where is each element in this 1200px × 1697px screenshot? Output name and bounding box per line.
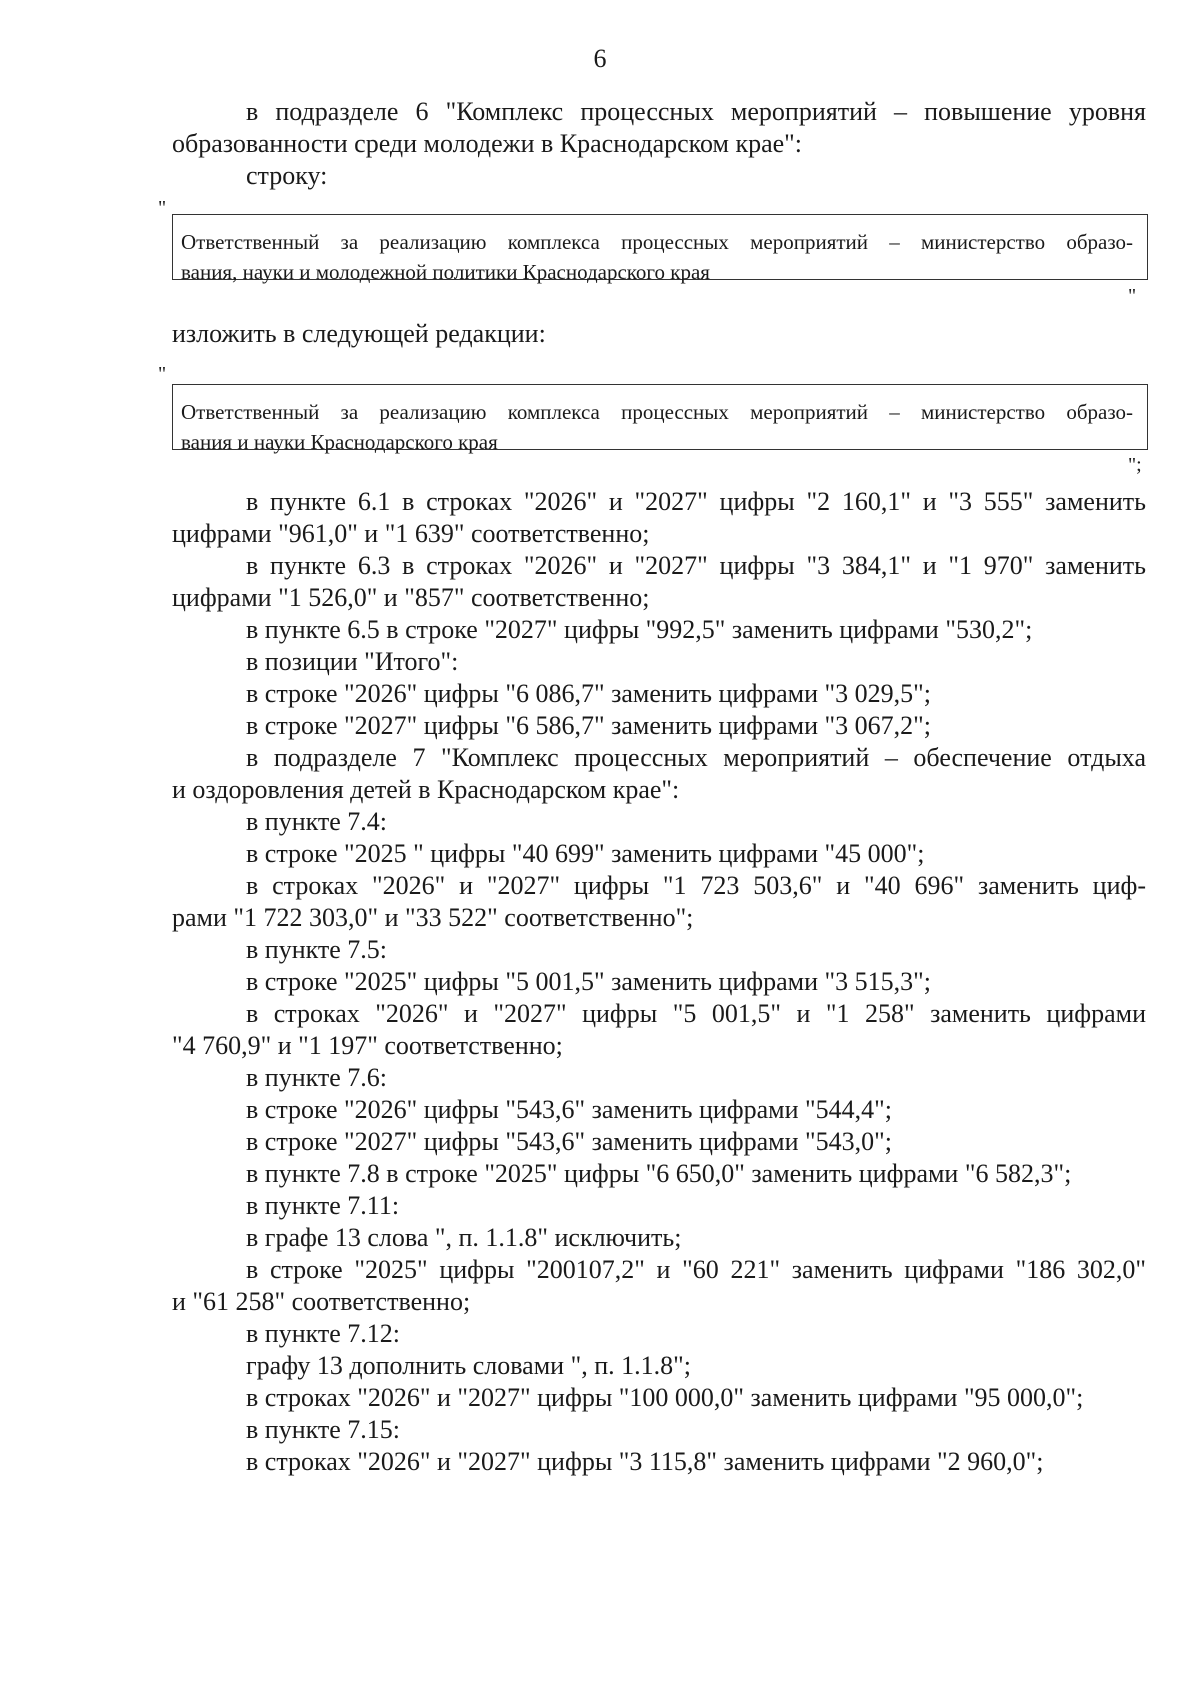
opening-quote: " [158, 363, 167, 385]
paragraph-line: в пункте 7.4: [246, 807, 388, 836]
paragraph-line: в строках "2026" и "2027" цифры "1 723 503,6" и "40 696" заменить циф- [246, 871, 1146, 900]
paragraph-line: в подразделе 7 "Комплекс процессных мероприятий – обеспечение отдыха [246, 743, 1146, 772]
box-text-line: вания, науки и молодежной политики Краснодарского края [181, 260, 710, 284]
paragraph-line: "4 760,9" и "1 197" соответственно; [172, 1031, 563, 1060]
paragraph-line: в строках "2026" и "2027" цифры "5 001,5" и "1 258" заменить цифрами [246, 999, 1146, 1028]
opening-quote: " [158, 197, 167, 219]
paragraph-line: изложить в следующей редакции: [172, 319, 546, 348]
paragraph-line: цифрами "961,0" и "1 639" соответственно; [172, 519, 650, 548]
box-text-line: вания и науки Краснодарского края [181, 430, 498, 454]
paragraph-line: рами "1 722 303,0" и "33 522" соответственно"; [172, 903, 694, 932]
paragraph-line: в строках "2026" и "2027" цифры "3 115,8" заменить цифрами "2 960,0"; [246, 1447, 1044, 1476]
paragraph-line: в позиции "Итого": [246, 647, 459, 676]
paragraph-line: и "61 258" соответственно; [172, 1287, 471, 1316]
paragraph-line: в строке "2025 " цифры "40 699" заменить цифрами "45 000"; [246, 839, 925, 868]
paragraph-line: в строке "2026" цифры "543,6" заменить цифрами "544,4"; [246, 1095, 893, 1124]
paragraph-line: строку: [246, 161, 328, 190]
paragraph-line: в пункте 7.11: [246, 1191, 400, 1220]
paragraph-line: графу 13 дополнить словами ", п. 1.1.8"; [246, 1351, 691, 1380]
paragraph-line: в графе 13 слова ", п. 1.1.8" исключить; [246, 1223, 682, 1252]
paragraph-line: цифрами "1 526,0" и "857" соответственно; [172, 583, 650, 612]
paragraph-line: в строке "2027" цифры "6 586,7" заменить цифрами "3 067,2"; [246, 711, 932, 740]
paragraph-line: и оздоровления детей в Краснодарском крае": [172, 775, 680, 804]
paragraph-line: в пункте 6.5 в строке "2027" цифры "992,5" заменить цифрами "530,2"; [246, 615, 1033, 644]
paragraph-line: в строке "2026" цифры "6 086,7" заменить цифрами "3 029,5"; [246, 679, 932, 708]
box-text-line: Ответственный за реализацию комплекса процессных мероприятий – министерство образо- [181, 230, 1133, 254]
closing-quote: "; [1128, 454, 1142, 476]
page-number: 6 [593, 44, 607, 73]
paragraph-line: в пункте 6.3 в строках "2026" и "2027" цифры "3 384,1" и "1 970" заменить [246, 551, 1146, 580]
paragraph-line: в пункте 7.12: [246, 1319, 401, 1348]
closing-quote: " [1128, 285, 1137, 307]
paragraph-line: в пункте 6.1 в строках "2026" и "2027" цифры "2 160,1" и "3 555" заменить [246, 487, 1146, 516]
paragraph-line: в подразделе 6 "Комплекс процессных мероприятий – повышение уровня [246, 97, 1146, 126]
box-text-line: Ответственный за реализацию комплекса процессных мероприятий – министерство образо- [181, 400, 1133, 424]
old-responsible-box [172, 214, 1148, 284]
paragraph-line: в строках "2026" и "2027" цифры "100 000,0" заменить цифрами "95 000,0"; [246, 1383, 1084, 1412]
paragraph-line: в пункте 7.8 в строке "2025" цифры "6 650,0" заменить цифрами "6 582,3"; [246, 1159, 1072, 1188]
paragraph-line: в пункте 7.6: [246, 1063, 388, 1092]
new-responsible-box [172, 384, 1148, 454]
paragraph-line: образованности среди молодежи в Краснодарском крае": [172, 129, 803, 158]
paragraph-line: в пункте 7.5: [246, 935, 388, 964]
paragraph-line: в строке "2025" цифры "200107,2" и "60 221" заменить цифрами "186 302,0" [246, 1255, 1146, 1284]
paragraph-line: в строке "2027" цифры "543,6" заменить цифрами "543,0"; [246, 1127, 893, 1156]
paragraph-line: в строке "2025" цифры "5 001,5" заменить цифрами "3 515,3"; [246, 967, 932, 996]
paragraph-line: в пункте 7.15: [246, 1415, 401, 1444]
